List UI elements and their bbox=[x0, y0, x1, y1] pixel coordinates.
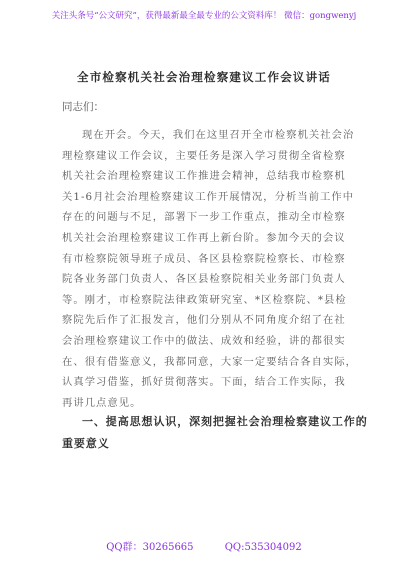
footer-qq-group: QQ群：30265665 bbox=[106, 542, 194, 553]
paragraph-line: 会治理检察建议工作中的做法、成效和经验，讲的都很实 bbox=[62, 334, 346, 347]
paragraph-line: 存在的问题与不足，部署下一步工作重点，推动全市检察 bbox=[62, 211, 346, 224]
body-paragraph bbox=[62, 125, 362, 413]
paragraph-line: 关1-6月社会治理检察建议工作开展情况，分析当前工作中 bbox=[62, 190, 355, 203]
footer-contact bbox=[0, 538, 408, 553]
paragraph-line: 再讲几点意见。 bbox=[62, 396, 142, 409]
section-heading bbox=[62, 411, 368, 455]
footer-qq: QQ:535304092 bbox=[224, 542, 302, 553]
paragraph-line: 现在开会。今天，我们在这里召开全市检察机关社会治 bbox=[82, 129, 355, 141]
paragraph-line: 机关社会治理检察建议工作再上新台阶。参加今天的会议 bbox=[62, 231, 346, 244]
header-promo-note: 关注头条号“公文研究”，获得最新最全最专业的公文资料库！ 微信：gongwenyj bbox=[51, 11, 357, 21]
paragraph-line: 机关社会治理检察建议工作推进会精神，总结我市检察机 bbox=[62, 170, 346, 183]
paragraph-line: 在、很有借鉴意义，我都同意，大家一定要结合各自实际， bbox=[62, 355, 358, 368]
paragraph-line: 认真学习借鉴，抓好贯彻落实。下面，结合工作实际，我 bbox=[62, 376, 346, 389]
paragraph-line: 院各业务部门负责人、各区县检察院相关业务部门负责人 bbox=[62, 273, 346, 286]
section-heading-line: 重要意义 bbox=[62, 437, 110, 450]
paragraph-line: 察院先后作了汇报发言，他们分别从不同角度介绍了在社 bbox=[62, 314, 346, 327]
document-title: 全市检察机关社会治理检察建议工作会议讲话 bbox=[77, 70, 331, 84]
paragraph-line: 有市检察院领导班子成员、各区县检察院检察长、市检察 bbox=[62, 252, 346, 265]
salutation: 同志们： bbox=[62, 101, 104, 113]
paragraph-line: 等。刚才，市检察院法律政策研究室、*区检察院、*县检 bbox=[62, 293, 347, 306]
section-heading-line: 一、提高思想认识，深刻把握社会治理检察建议工作的 bbox=[82, 415, 368, 428]
paragraph-line: 理检察建议工作会议，主要任务是深入学习贯彻全省检察 bbox=[62, 149, 346, 162]
